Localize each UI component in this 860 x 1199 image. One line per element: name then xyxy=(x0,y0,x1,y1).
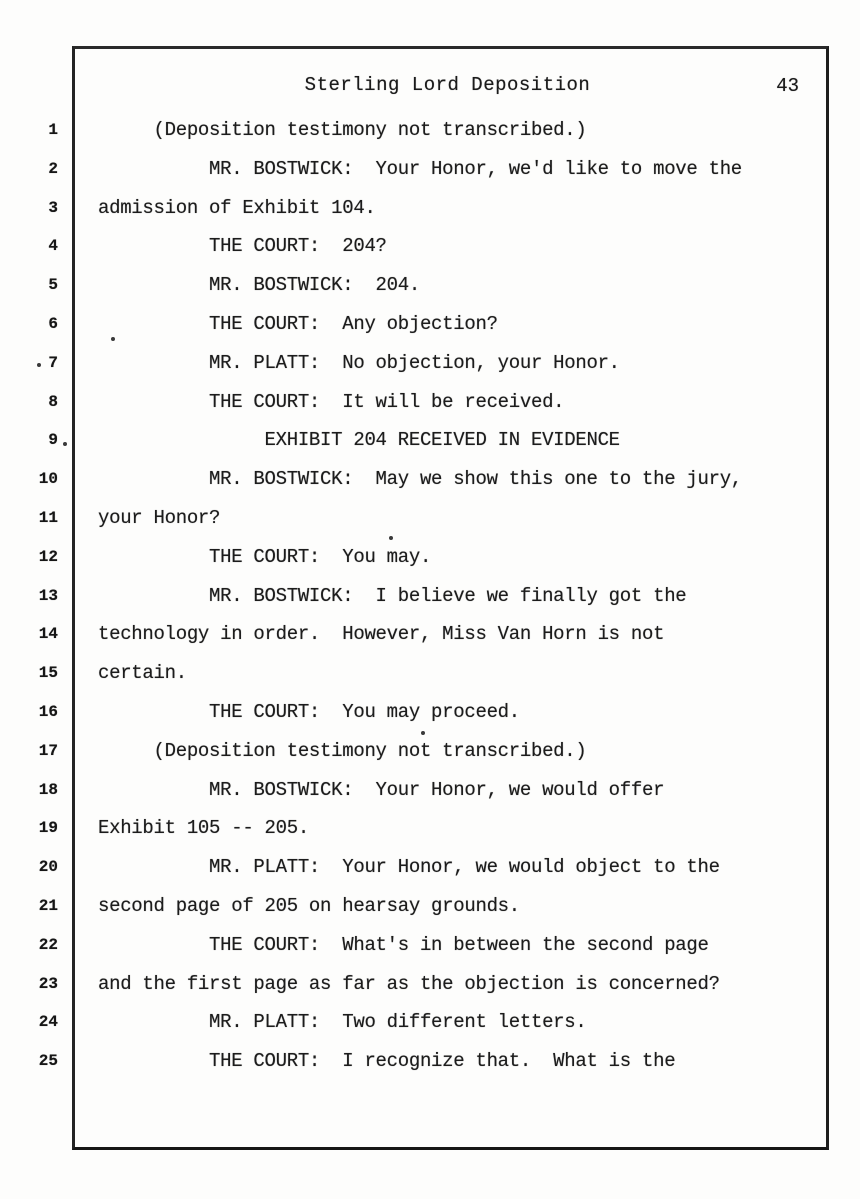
line-number: 4 xyxy=(48,237,58,256)
transcript-line xyxy=(0,964,860,1003)
line-number: 15 xyxy=(38,664,58,683)
line-text: MR. PLATT: Your Honor, we would object to the xyxy=(98,856,720,879)
line-text: MR. BOSTWICK: Your Honor, we'd like to move the xyxy=(98,157,742,180)
line-text: MR. BOSTWICK: I believe we finally got the xyxy=(98,584,687,607)
transcript-line xyxy=(0,1002,860,1041)
line-text: THE COURT: What's in between the second page xyxy=(98,933,709,956)
line-number: 22 xyxy=(38,935,58,954)
line-number: 3 xyxy=(48,198,58,217)
transcript-line xyxy=(0,770,860,809)
scan-speck xyxy=(389,536,393,540)
line-text: THE COURT: 204? xyxy=(98,235,387,258)
transcript-line xyxy=(0,1041,860,1080)
line-text: MR. BOSTWICK: Your Honor, we would offer xyxy=(98,778,665,801)
scan-speck xyxy=(63,442,67,446)
line-number: 24 xyxy=(38,1013,58,1032)
transcript-line xyxy=(0,886,860,925)
scan-speck xyxy=(421,731,425,735)
line-text: certain. xyxy=(98,662,187,685)
line-number: 16 xyxy=(38,702,58,721)
line-number: 21 xyxy=(38,896,58,915)
transcript-line xyxy=(0,537,860,576)
transcript-line xyxy=(0,226,860,265)
line-number: 10 xyxy=(38,470,58,489)
line-number: 18 xyxy=(38,780,58,799)
line-text: and the first page as far as the objection is concerned? xyxy=(98,972,720,995)
line-text: (Deposition testimony not transcribed.) xyxy=(98,119,587,141)
line-number: 9 xyxy=(48,431,58,450)
line-text: admission of Exhibit 104. xyxy=(98,196,376,219)
page-number: 43 xyxy=(776,75,799,97)
transcript-line xyxy=(0,343,860,382)
line-text: your Honor? xyxy=(98,506,221,529)
transcript-line xyxy=(0,304,860,343)
line-number: 2 xyxy=(48,159,58,178)
line-text: MR. PLATT: No objection, your Honor. xyxy=(98,351,620,374)
line-number: 5 xyxy=(48,276,58,295)
transcript-line xyxy=(0,808,860,847)
line-number: 20 xyxy=(38,858,58,877)
transcript-line xyxy=(0,265,860,304)
transcript-line xyxy=(0,420,860,459)
scan-speck xyxy=(111,337,115,341)
line-text: THE COURT: It will be received. xyxy=(98,390,565,413)
transcript-line xyxy=(0,498,860,537)
transcript-line xyxy=(0,925,860,964)
line-text: MR. BOSTWICK: 204. xyxy=(98,274,420,297)
line-number: 19 xyxy=(38,819,58,838)
line-number: 11 xyxy=(38,508,58,527)
scan-speck xyxy=(37,363,41,367)
line-number: 17 xyxy=(38,741,58,760)
page-header xyxy=(72,74,823,100)
line-number: 1 xyxy=(48,121,58,139)
transcript-lines xyxy=(0,110,860,1080)
line-text: THE COURT: You may. xyxy=(98,545,432,568)
transcript-line xyxy=(0,382,860,421)
line-number: 8 xyxy=(48,392,58,411)
line-text: EXHIBIT 204 RECEIVED IN EVIDENCE xyxy=(98,429,620,452)
line-text: technology in order. However, Miss Van Horn is not xyxy=(98,623,665,646)
line-text: THE COURT: You may proceed. xyxy=(98,700,520,723)
line-text: THE COURT: Any objection? xyxy=(98,312,498,335)
transcript-line xyxy=(0,731,860,770)
page-title: Sterling Lord Deposition xyxy=(304,74,591,96)
line-number: 12 xyxy=(38,547,58,566)
line-text: Exhibit 105 -- 205. xyxy=(98,817,309,840)
transcript-line xyxy=(0,653,860,692)
line-number: 23 xyxy=(38,974,58,993)
line-number: 25 xyxy=(38,1052,58,1071)
line-number: 6 xyxy=(48,314,58,333)
transcript-line xyxy=(0,188,860,227)
line-number: 14 xyxy=(38,625,58,644)
transcript-line xyxy=(0,110,860,149)
line-text: second page of 205 on hearsay grounds. xyxy=(98,894,520,917)
transcript-line xyxy=(0,614,860,653)
transcript-line xyxy=(0,847,860,886)
transcript-line xyxy=(0,692,860,731)
line-text: MR. PLATT: Two different letters. xyxy=(98,1011,587,1034)
line-text: MR. BOSTWICK: May we show this one to the jury, xyxy=(98,468,742,491)
line-text: THE COURT: I recognize that. What is the xyxy=(98,1050,676,1073)
transcript-line xyxy=(0,576,860,615)
transcript-line xyxy=(0,459,860,498)
line-number: 7 xyxy=(48,353,58,372)
transcript-line xyxy=(0,149,860,188)
line-number: 13 xyxy=(38,586,58,605)
line-text: (Deposition testimony not transcribed.) xyxy=(98,739,587,762)
